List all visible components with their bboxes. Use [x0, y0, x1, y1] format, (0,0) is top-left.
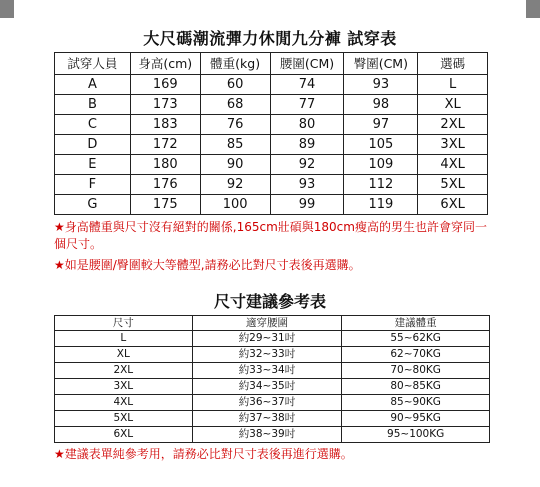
table-row [55, 175, 488, 195]
note-compare-size: ★如是腰圍/臀圍較大等體型,請務必比對尺寸表後再選購。 [54, 258, 361, 272]
table-row [55, 95, 488, 115]
size-chart-title: 尺寸建議參考表 [213, 292, 326, 311]
table-row [55, 363, 490, 379]
table-cell: 6XL [418, 195, 488, 215]
table-cell: 約33~34吋 [192, 363, 342, 379]
table-cell: 172 [130, 135, 200, 155]
table-row [55, 155, 488, 175]
table-row [55, 395, 490, 411]
table-cell: 176 [130, 175, 200, 195]
fit-table-header: 體重(kg) [200, 53, 270, 75]
table-cell: 90 [200, 155, 270, 175]
table-row [55, 379, 490, 395]
table-cell: 105 [344, 135, 418, 155]
table-cell: 3XL [418, 135, 488, 155]
table-cell: 95~100KG [342, 427, 490, 443]
table-row [55, 115, 488, 135]
table-cell: F [55, 175, 131, 195]
table-cell: 93 [344, 75, 418, 95]
table-cell: 約32~33吋 [192, 347, 342, 363]
table-cell: E [55, 155, 131, 175]
table-cell: 約37~38吋 [192, 411, 342, 427]
table-row [55, 411, 490, 427]
table-cell: 89 [270, 135, 344, 155]
table-cell: A [55, 75, 131, 95]
table-cell: XL [55, 347, 193, 363]
table-cell: 92 [270, 155, 344, 175]
fit-table-header: 試穿人員 [55, 53, 131, 75]
table-cell: 74 [270, 75, 344, 95]
table-cell: 76 [200, 115, 270, 135]
table-cell: 90~95KG [342, 411, 490, 427]
table-cell: 60 [200, 75, 270, 95]
table-cell: 85~90KG [342, 395, 490, 411]
table-cell: 4XL [418, 155, 488, 175]
note-body-size: ★身高體重與尺寸沒有絕對的關係,165cm壯碩與180cm瘦高的男生也許會穿同一個尺寸。 [54, 220, 487, 251]
fit-table-header-row [55, 53, 488, 75]
table-cell: 97 [344, 115, 418, 135]
table-cell: 183 [130, 115, 200, 135]
table-cell: 80~85KG [342, 379, 490, 395]
table-cell: 80 [270, 115, 344, 135]
table-cell: 約36~37吋 [192, 395, 342, 411]
table-cell: 112 [344, 175, 418, 195]
table-cell: 77 [270, 95, 344, 115]
fit-table-header: 選碼 [418, 53, 488, 75]
fit-table-header: 腰圍(CM) [270, 53, 344, 75]
table-cell: 2XL [55, 363, 193, 379]
size-table [54, 315, 490, 443]
table-cell: 169 [130, 75, 200, 95]
table-cell: G [55, 195, 131, 215]
table-cell: 109 [344, 155, 418, 175]
table-row [55, 427, 490, 443]
table-cell: 98 [344, 95, 418, 115]
fit-table-header: 臀圍(CM) [344, 53, 418, 75]
table-cell: 3XL [55, 379, 193, 395]
table-cell: 173 [130, 95, 200, 115]
page-title: 大尺碼潮流彈力休閒九分褲 試穿表 [143, 29, 397, 48]
table-cell: C [55, 115, 131, 135]
table-cell: 70~80KG [342, 363, 490, 379]
table-cell: 68 [200, 95, 270, 115]
table-cell: 約34~35吋 [192, 379, 342, 395]
size-table-header-row [55, 316, 490, 331]
table-cell: 4XL [55, 395, 193, 411]
note-reference-only: ★建議表單純參考用，請務必比對尺寸表後再進行選購。 [54, 447, 353, 461]
table-cell: 93 [270, 175, 344, 195]
size-table-header: 適穿腰圍 [192, 316, 342, 331]
table-row [55, 75, 488, 95]
table-cell: XL [418, 95, 488, 115]
table-row [55, 195, 488, 215]
table-cell: 2XL [418, 115, 488, 135]
table-row [55, 135, 488, 155]
size-table-header: 建議體重 [342, 316, 490, 331]
table-cell: 180 [130, 155, 200, 175]
fit-table-header: 身高(cm) [130, 53, 200, 75]
corner-marker-left [0, 0, 14, 18]
table-cell: 100 [200, 195, 270, 215]
table-row [55, 331, 490, 347]
table-cell: 55~62KG [342, 331, 490, 347]
table-cell: 約29~31吋 [192, 331, 342, 347]
table-cell: 85 [200, 135, 270, 155]
corner-marker-right [526, 0, 540, 18]
table-cell: L [55, 331, 193, 347]
table-cell: 5XL [418, 175, 488, 195]
table-cell: 約38~39吋 [192, 427, 342, 443]
table-cell: 119 [344, 195, 418, 215]
table-cell: 99 [270, 195, 344, 215]
table-cell: 175 [130, 195, 200, 215]
table-cell: B [55, 95, 131, 115]
table-cell: D [55, 135, 131, 155]
table-cell: 5XL [55, 411, 193, 427]
table-cell: 6XL [55, 427, 193, 443]
fit-table [54, 52, 488, 215]
table-cell: 92 [200, 175, 270, 195]
table-cell: 62~70KG [342, 347, 490, 363]
table-cell: L [418, 75, 488, 95]
size-table-header: 尺寸 [55, 316, 193, 331]
table-row [55, 347, 490, 363]
